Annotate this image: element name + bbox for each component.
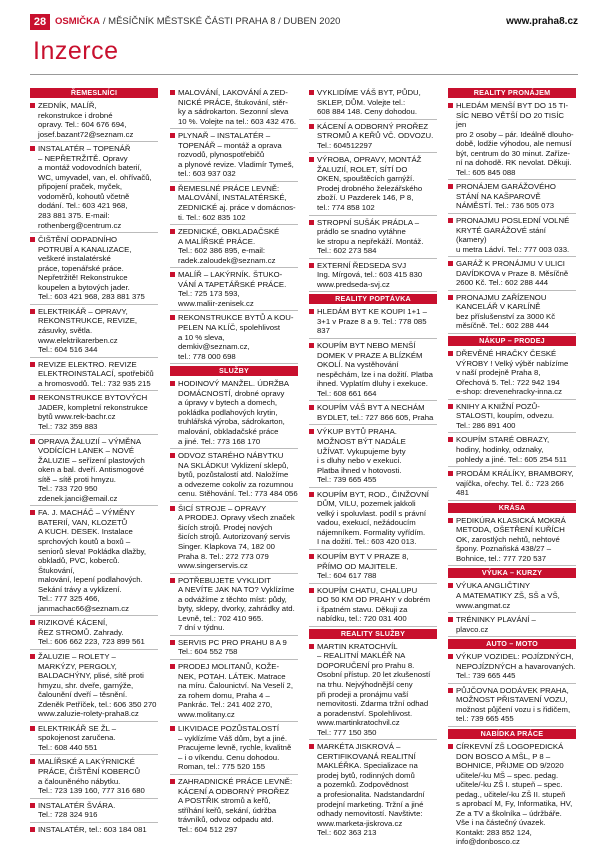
ad-text: KNIHY A KNIŽNÍ POZŮ- STALOSTI, koupím, odvezu. Tel.: 286 891 400: [456, 401, 555, 430]
classified-ad: [309, 552, 437, 584]
classified-ad: [170, 638, 298, 660]
ad-text: KÁCENÍ A ODBORNÝ PROŘEZ STROMŮ A KEŘŮ VČ. ODVOZU. Tel.: 604512297: [317, 121, 434, 150]
page-title: Inzerce: [33, 37, 119, 65]
square-bullet-icon: [309, 744, 314, 749]
classified-ad: [30, 235, 158, 305]
ad-text: REVIZE ELEKTRO. REVIZE ELEKTROINSTALACÍ, spotřebičů a hromosvodů. Tel.: 732 935 215: [38, 359, 154, 388]
square-bullet-icon: [309, 124, 314, 129]
classified-ad: [30, 307, 158, 358]
square-bullet-icon: [30, 439, 35, 444]
classified-ad: [448, 742, 576, 849]
classified-ad: [448, 259, 576, 291]
ad-text: ZEDNICKÉ, OBKLADAČSKÉ A MALÍŘSKÉ PRÁCE. Tel.: 602 386 895, e-mail: radek.zaloudek@seznam.cz: [178, 227, 280, 265]
classified-ad: [309, 490, 437, 550]
ad-text: GARÁŽ K PRONÁJMU V ULICI DAVÍDKOVA v Praze 8. Měsíčně 2600 Kč. Tel.: 602 288 444: [456, 259, 569, 288]
square-bullet-icon: [448, 688, 453, 693]
ads-column-4: [448, 88, 576, 847]
classified-ad: [30, 101, 158, 142]
brand-name: OSMIČKA: [55, 16, 100, 27]
classified-ad: [170, 576, 298, 636]
page-number: 28: [30, 14, 50, 30]
classified-ad: [170, 662, 298, 722]
classified-ad: [448, 615, 576, 637]
classified-ad: [30, 757, 158, 798]
section-header: NABÍDKA PRÁCE: [448, 729, 576, 739]
square-bullet-icon: [309, 405, 314, 410]
square-bullet-icon: [448, 654, 453, 659]
classified-ad: [30, 618, 158, 650]
ad-text: PRONAJMU POSLEDNÍ VOLNÉ KRYTÉ GARÁŽOVÉ stání (kamery) u metra Ládví. Tel.: 777 003 033.: [456, 216, 570, 254]
ad-text: HODINOVÝ MANŽEL. ÚDRŽBA DOMÁCNOSTÍ, drobné opravy a úpravy v bytech a domech, pokládka podlahových krytin, truhlářská výroba, sádrokarton, malování, obkladačské práce a jiné. Tel.: 773 168 170: [178, 379, 290, 446]
square-bullet-icon: [448, 103, 453, 108]
square-bullet-icon: [170, 779, 175, 784]
ad-text: TRÉNINKY PLAVÁNÍ – plavco.cz: [456, 615, 536, 634]
square-bullet-icon: [170, 272, 175, 277]
square-bullet-icon: [170, 186, 175, 191]
classified-ad: [448, 101, 576, 180]
ad-text: LIKVIDACE POZŮSTALOSTÍ – vyklízíme Váš dům, byt a jiné. Pracujeme levně, rychle, kvalitně – i o víkendu. Cenu dohodou. Roman, tel.: 775 520 155: [178, 724, 292, 772]
ad-text: ČIŠTĚNÍ ODPADNÍHO POTRUBÍ A KANALIZACE, veškeré instalatérské práce, topenářské práce. Nepřetržitě! Rekonstrukce koupelen a bytových jader. Tel.: 603 421 968, 283 881 375: [38, 235, 145, 302]
ad-text: OPRAVA ŽALUZIÍ – VÝMĚNA VODÍCÍCH LANEK – NOVÉ ŽALUZIE – seřízení plastových oken a bal. dveří. Antismogové sítě – sítě proti hmyzu. Tel.: 733 720 950 zdenek.janci@email.cz: [38, 436, 145, 503]
square-bullet-icon: [309, 588, 314, 593]
classified-ad: [448, 182, 576, 214]
square-bullet-icon: [448, 518, 453, 523]
classified-ad: [30, 724, 158, 756]
ad-text: INSTALATÉR ŠVÁRA. Tel.: 728 324 916: [38, 800, 116, 820]
square-bullet-icon: [448, 471, 453, 476]
ad-text: SERVIS PC PRO PRAHU 8 A 9 Tel.: 604 552 758: [178, 637, 287, 657]
ad-text: HLEDÁM BYT KE KOUPI 1+1 – 3+1 v Praze 8 a 9. Tel.: 778 085 837: [317, 307, 427, 336]
classified-ad: [448, 581, 576, 613]
ad-text: PRODEJ MOLITANŮ, KOŽE- NEK, POTAH. LÁTEK. Matrace na míru. Čalounictví. Na Veselí 2, za rohem domu, Praha 4 – Pankrác. Tel.: 241 402 270, www.molitany.cz: [178, 661, 294, 719]
section-header: REALITY PRONÁJEM: [448, 88, 576, 98]
square-bullet-icon: [448, 404, 453, 409]
square-bullet-icon: [309, 429, 314, 434]
ad-text: PRONÁJEM GARÁŽOVÉHO STÁNÍ NA KAŠPAROVĚ NÁMĚSTÍ. Tel.: 736 505 073: [456, 182, 556, 211]
square-bullet-icon: [30, 803, 35, 808]
ad-text: REKONSTRUKCE BYTŮ A KOU- PELEN NA KLÍČ, spolehlivost a 10 % sleva, demkiv@seznam.cz, tel.: 778 000 698: [178, 313, 294, 361]
ad-text: ZAHRADNICKÉ PRÁCE LEVNĚ: KÁCENÍ A ODBORNÝ PROŘEZ A POSTŘIK stromů a keřů, stříhání keřů, sekání, údržba trávníků, odvoz odpadu atd. Tel.: 604 512 297: [178, 777, 293, 834]
classified-ad: [30, 393, 158, 434]
square-bullet-icon: [309, 309, 314, 314]
classified-ad: [448, 216, 576, 257]
square-bullet-icon: [170, 640, 175, 645]
masthead-subtitle: / MĚSÍČNÍK MĚSTSKÉ ČÁSTI PRAHA 8 / DUBEN 2020: [102, 16, 341, 27]
ad-text: PEDIKÚRA KLASICKÁ MOKRÁ METODA, OŠETŘENÍ KUŘÍCH OK, zarostlých nehtů, nehtové špony. Poznaňská 438/27 – Bohnice, tel.: 777 720 537: [456, 515, 566, 563]
ads-column-3: [309, 88, 437, 840]
square-bullet-icon: [30, 726, 35, 731]
ad-text: ŽALUZIE – ROLETY – MARKÝZY, PERGOLY, BALDACHÝNY, plisé, sítě proti hmyzu, shr. dveře, garnýže, čalounění dveří – těsnění. Zdeněk Petříček, tel.: 606 350 270 www.zaluzie-rolety-praha8.cz: [38, 651, 157, 719]
ad-text: MARKÉTA JISKROVÁ – CERTIFIKOVANÁ REALITNÍ MAKLÉŘKA. Specializace na prodej bytů, rodinných domů a pozemků. Zodpovědnost a profesionalita. Nadstandardní prodejní marketing. Tržní a jiné odhady nemovitostí. Navštivte: www.marketa-jiskrova.cz Tel.: 602 363 213: [317, 742, 425, 838]
ad-text: CÍRKEVNÍ ZŠ LOGOPEDICKÁ DON BOSCO A MŠL, P 8 – BOHNICE, PŘIJME OD 9/2020 učitele/-ku MŠ – spec. pedag. učitele/-ku ZŠ I. stupeň – spec. pedag., učitele/-ku ZŠ II. stupeň s aprobací M, Fy, Informatika, HV, Ze a TV a školníka – údržbáře. Vše i na částečný úvazek. Kontakt: 283 852 124, info@donbosco.cz: [456, 741, 573, 847]
square-bullet-icon: [30, 395, 35, 400]
classified-ad: [309, 307, 437, 339]
classified-ad: [309, 155, 437, 215]
ad-text: MALOVÁNÍ, LAKOVÁNÍ A ZED- NICKÉ PRÁCE, štukování, stěr- ky a sádrokarton. Sezonní sleva 10 %. Volejte na tel.: 603 432 476.: [178, 88, 297, 126]
classified-ad: [30, 437, 158, 507]
ad-text: EXTERNÍ ŘEDSEDA SVJ Ing. Mírgová, tel.: 603 415 830 www.predseda-svj.cz: [317, 260, 423, 289]
square-bullet-icon: [309, 263, 314, 268]
classified-ad: [309, 742, 437, 839]
ad-text: MARTIN KRATOCHVÍL – REALITNÍ MAKLÉŘ NA DOPORUČENÍ pro Prahu 8. Osobní přístup. 20 let zkušeností na trhu. Nejvýhodnější ceny při prodeji a pronájmu vaší nemovitosti. Zdarma tržní odhad a poradenství. Spolehlivost. www.martinkratochvil.cz Tel.: 777 150 350: [317, 641, 431, 737]
ad-text: PLYNAŘ – INSTALATÉR – TOPENÁŘ – montáž a oprava rozvodů, plynospotřebičů a plynové revize. Vladimír Tymeš, tel.: 603 937 032: [178, 131, 294, 179]
square-bullet-icon: [170, 315, 175, 320]
ad-text: VÝKUP VOZIDEL: POJÍZDNÝCH, NEPOJÍZDNÝCH a havarovaných. Tel.: 739 665 445: [456, 652, 576, 681]
square-bullet-icon: [30, 620, 35, 625]
ad-text: KOUPÍM BYT V PRAZE 8, PŘÍMO OD MAJITELE. Tel.: 604 617 788: [317, 551, 409, 581]
square-bullet-icon: [170, 506, 175, 511]
classified-ad: [309, 586, 437, 627]
ad-text: ELEKTRIKÁŘ – OPRAVY, REKONSTRUKCE, REVIZE, zásuvky, světla. www.elektrikarerben.cz Tel.: 604 516 344: [38, 306, 138, 355]
square-bullet-icon: [448, 184, 453, 189]
classified-ad: [309, 261, 437, 293]
classified-ad: [170, 131, 298, 182]
square-bullet-icon: [30, 237, 35, 242]
classified-ad: [30, 825, 158, 837]
square-bullet-icon: [448, 744, 453, 749]
classified-ad: [30, 801, 158, 823]
ad-text: FA. J. MACHÁČ – VÝMĚNY BATERIÍ, VAN, KLOZETŮ A KUCH. DESEK. Instalace sprchových koutů a boxů – seniorů sleva! Pokládka dlažby, obkladů, PVC, koberců. Štukování, malování, lepení podlahových. Sekání trávy a vyklizení. Tel.: 777 325 466, janmachac66@seznam.cz: [38, 508, 146, 613]
classified-ad: [309, 427, 437, 487]
square-bullet-icon: [30, 362, 35, 367]
ad-text: RIZIKOVÉ KÁCENÍ, ŘEZ STROMŮ. Zahrady. Tel.: 606 662 223, 723 899 561: [38, 618, 145, 647]
classified-ad: [309, 642, 437, 740]
section-header: VÝUKA – KURZY: [448, 568, 576, 578]
classified-ad: [170, 451, 298, 502]
section-header: REALITY SLUŽBY: [309, 629, 437, 639]
ad-text: VÝUKA ANGLIČTINY A MATEMATIKY ZŠ, SŠ a VŠ, www.angmat.cz: [456, 581, 560, 610]
classified-ad: [170, 88, 298, 129]
ad-text: INSTALATÉR – TOPENÁŘ – NEPŘETRŽITĚ. Opravy a montáž vodovodních baterií, WC, umyvadel, van, el. ohřívačů, připojení praček, myček, vodoměrů, kohoutů včetně dodání. Tel.: 603 421 968, 283 881 375. E-mail: rothenberg@centrum.cz: [38, 144, 152, 230]
square-bullet-icon: [448, 437, 453, 442]
ad-text: KOUPÍM BYT NEBO MENŠÍ DOMEK V PRAZE A BLÍZKÉM OKOLÍ. Na vystěhování nespěchám, lze i na dožití. Platba ihned. Vyplatím dluhy i exekuce. Tel.: 608 661 664: [317, 341, 433, 398]
ad-text: PRODÁM KRÁLÍKY, BRAMBORY, vajíčka, ořechy. Tel. č.: 723 266 481: [456, 469, 574, 498]
section-header: KRÁSA: [448, 503, 576, 513]
website-link[interactable]: www.praha8.cz: [506, 16, 578, 27]
classified-ad: [30, 144, 158, 233]
classified-ad: [170, 270, 298, 311]
classified-ad: [170, 227, 298, 268]
classified-ad: [309, 88, 437, 120]
square-bullet-icon: [309, 157, 314, 162]
section-header: AUTO – MOTO: [448, 639, 576, 649]
ad-text: VYKLIDÍME VÁŠ BYT, PŮDU, SKLEP, DŮM. Volejte tel.: 608 884 148. Ceny dohodou.: [317, 88, 421, 117]
square-bullet-icon: [448, 295, 453, 300]
square-bullet-icon: [170, 453, 175, 458]
classified-ad: [448, 686, 576, 727]
ad-text: ZEDNÍK, MALÍŘ, rekonstrukce i drobné opravy. Tel.: 604 676 694, josef.bazant72@seznam.cz: [38, 101, 134, 139]
square-bullet-icon: [30, 510, 35, 515]
ad-text: ŘEMESLNÉ PRÁCE LEVNĚ: MALOVÁNÍ, INSTALATÉRSKÉ, ZEDNICKÉ aj. práce v domácnos- ti. Tel.: 602 835 102: [178, 183, 296, 222]
square-bullet-icon: [170, 229, 175, 234]
square-bullet-icon: [30, 309, 35, 314]
ads-column-2: [170, 88, 298, 840]
ad-text: ODVOZ STARÉHO NÁBYTKU NA SKLÁDKU! Vyklizení sklepů, bytů, pozůstalostí atd. Naložíme a odvezeme cokoliv za rozumnou cenu. Stěhování. Tel.: 773 484 056: [178, 451, 298, 499]
square-bullet-icon: [448, 583, 453, 588]
classified-ad: [448, 469, 576, 501]
classified-ad: [170, 379, 298, 449]
section-header: SLUŽBY: [170, 366, 298, 376]
square-bullet-icon: [30, 146, 35, 151]
classified-ad: [448, 516, 576, 567]
ad-text: KOUPÍM BYT, ROD., ČINŽOVNÍ DŮM, VILU, pozemek jakkoli velký i spoluvlast. podíl s právní vadou, exekucí, nežádoucím nájemníkem. Formality vyřídím. I na dožití. Tel.: 603 420 013.: [317, 489, 429, 547]
classified-ad: [448, 349, 576, 400]
classified-ad: [170, 313, 298, 364]
square-bullet-icon: [448, 617, 453, 622]
ad-text: MALÍŘSKÉ A LAKÝRNICKÉ PRÁCE, ČIŠTĚNÍ KOBERCŮ a čalouněného nábytku. Tel.: 723 139 160, 777 316 680: [38, 757, 145, 796]
square-bullet-icon: [309, 343, 314, 348]
ad-text: POTŘEBUJETE VYKLIDIT A NEVÍTE JAK NA TO? Vyklízíme a odvážíme z těchto míst: půdy, byty, sklepy, dvorky, zahrádky atd. Levně, tel.: 702 410 965. 7 dní v týdnu.: [178, 575, 295, 633]
square-bullet-icon: [30, 654, 35, 659]
classified-ad: [170, 724, 298, 775]
square-bullet-icon: [309, 90, 314, 95]
title-divider: [30, 74, 578, 75]
ad-text: MALÍŘ – LAKÝRNÍK. ŠTUKO- VÁNÍ A TAPETÁŘSKÉ PRÁCE. Tel.: 725 173 593, www.maliir-zenisek.cz: [178, 270, 287, 308]
ad-text: HLEDÁM MENŠÍ BYT DO 15 TI- SÍC NEBO VĚTŠÍ DO 20 TISÍC jen pro 2 osoby – pár. Ideálně dlouho- době, lodžie výhodou, ale nemusí být, centrum do 30 minut. Zaříze- ní na dohodě. RK nevolat. Děkuji. Tel.: 605 845 088: [456, 101, 574, 177]
square-bullet-icon: [448, 351, 453, 356]
square-bullet-icon: [170, 90, 175, 95]
classified-ad: [448, 652, 576, 684]
classified-ad: [30, 360, 158, 392]
ad-text: ŠICÍ STROJE – OPRAVY A PRODEJ. Opravy všech značek šicích strojů. Prodej nových šicích strojů. Autorizovaný servis Singer. Klapkova 74, 182 00 Praha 8. Tel.: 272 773 079 www.singerservis.cz: [178, 503, 295, 571]
square-bullet-icon: [448, 261, 453, 266]
ad-text: KOUPÍM CHATU, CHALUPU DO 50 KM OD PRAHY v dobrém i špatném stavu. Děkuji za nabídku, tel.: 720 031 400: [317, 585, 431, 624]
ad-text: INSTALATÉR, tel.: 603 184 081: [38, 824, 147, 834]
ad-text: KOUPÍM STARÉ OBRAZY, hodiny, hodinky, odznaky, pohledy a jiné. Tel.: 605 254 511: [456, 435, 567, 464]
ad-text: PRONAJMU ZAŘÍZENOU KANCELÁŘ V KARLÍNĚ bez příslušenství za 3000 Kč měsíčně. Tel.: 602 288 444: [456, 292, 556, 331]
classified-ad: [309, 403, 437, 425]
ads-column-1: [30, 88, 158, 840]
section-header: NÁKUP – PRODEJ: [448, 336, 576, 346]
masthead: [55, 14, 340, 30]
classified-ad: [170, 184, 298, 225]
square-bullet-icon: [309, 554, 314, 559]
page-header: [30, 14, 578, 30]
square-bullet-icon: [309, 644, 314, 649]
classified-ad: [309, 218, 437, 259]
square-bullet-icon: [170, 381, 175, 386]
ad-text: REKONSTRUKCE BYTOVÝCH JADER, kompletní rekonstrukce bytů www.rek-bachr.cz Tel.: 732 359 883: [38, 393, 148, 431]
classified-ad: [448, 402, 576, 434]
classified-ad: [170, 504, 298, 574]
square-bullet-icon: [170, 133, 175, 138]
ad-text: VÝROBA, OPRAVY, MONTÁŽ ŽALUZIÍ, ROLET, SÍTÍ DO OKEN, spouštěcích garnýží. Prodej drobného železářského zboží. U Pazderek 146, P 8, tel.: 774 858 102: [317, 155, 423, 213]
ad-text: STROPNÍ SUŠÁK PRÁDLA – prádlo se snadno vytáhne ke stropu a nepřekáží. Montáž. Tel.: 602 273 584: [317, 217, 424, 256]
ad-text: VÝKUP BYTŮ PRAHA. MOŽNOST BÝT NADÁLE UŽÍVAT. Vykupujeme byty i s dluhy nebo v exekuci. Platba ihned v hotovosti. Tel.: 739 665 455: [317, 427, 406, 485]
square-bullet-icon: [170, 664, 175, 669]
classified-ad: [30, 652, 158, 722]
classified-ad: [30, 508, 158, 616]
ad-text: DŘEVĚNÉ HRAČKY ČESKÉ VÝROBY ! Velký výběr nabízíme v naší prodejně Praha 8, Ořechová 5. Tel.: 722 942 194 e-shop: drevenehracky-inna.cz: [456, 349, 569, 397]
square-bullet-icon: [30, 103, 35, 108]
square-bullet-icon: [309, 492, 314, 497]
ad-text: ELEKTRIKÁŘ SE ŽL – spokojenost zaručena. Tel.: 608 440 551: [38, 723, 117, 752]
square-bullet-icon: [170, 726, 175, 731]
classified-ad: [309, 122, 437, 154]
ad-text: KOUPÍM VÁŠ BYT A NECHÁM BYDLET, tel.: 727 866 605, Praha: [317, 403, 434, 422]
classified-ad: [309, 341, 437, 401]
section-header: REALITY POPTÁVKA: [309, 294, 437, 304]
classified-ad: [448, 293, 576, 334]
section-header: ŘEMESLNÍCI: [30, 88, 158, 98]
square-bullet-icon: [448, 218, 453, 223]
classified-ad: [170, 777, 298, 836]
square-bullet-icon: [30, 759, 35, 764]
ad-text: PŮJČOVNA DODÁVEK PRAHA, MOŽNOST PŘISTAVENÍ VOZU, možnost půjčení vozu i s řidičem, tel.: 739 665 455: [456, 685, 571, 724]
square-bullet-icon: [170, 578, 175, 583]
classified-ad: [448, 435, 576, 467]
square-bullet-icon: [30, 827, 35, 832]
square-bullet-icon: [309, 220, 314, 225]
